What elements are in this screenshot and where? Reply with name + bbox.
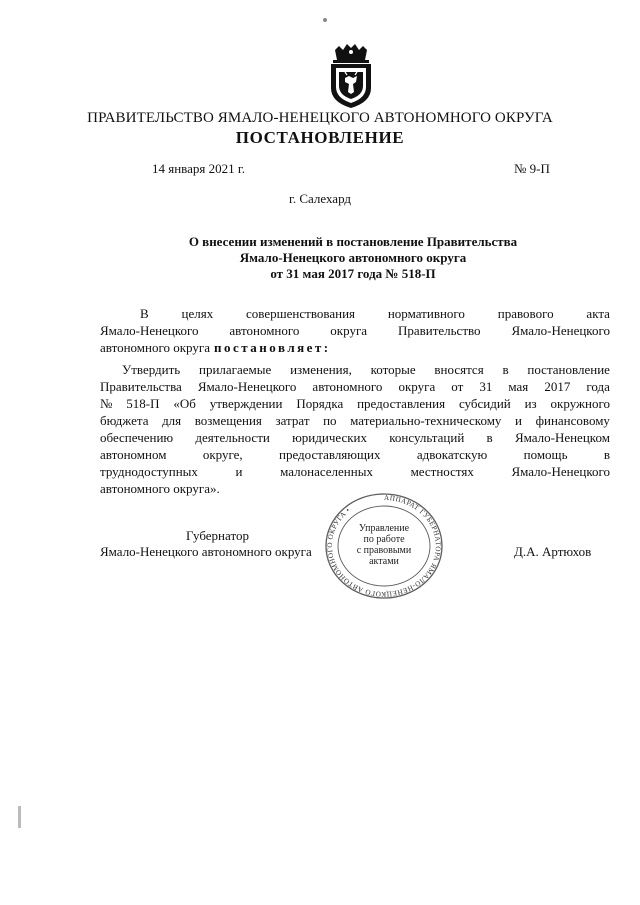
- signatory-organization: Ямало-Ненецкого автономного округа: [100, 544, 312, 559]
- word: правового: [497, 306, 554, 321]
- word: 2017: [544, 379, 571, 394]
- document-date: 14 января 2021 г.: [152, 161, 246, 176]
- yamal-coat-of-arms-icon: [323, 42, 379, 110]
- word: совершенствования: [246, 306, 356, 321]
- seal-center-text: [346, 523, 422, 567]
- paragraph-line: [100, 339, 610, 356]
- word: округа: [398, 379, 436, 394]
- title-line: от 31 мая 2017 года № 518-П: [270, 266, 436, 281]
- word: предоставляющих: [278, 447, 381, 462]
- word: от: [451, 379, 464, 394]
- word: №: [100, 396, 113, 411]
- seal-line: Управление: [358, 523, 410, 534]
- seal-ring-text: АППАРАТ ГУБЕРНАТОРА ЯМАЛО-НЕНЕЦКОГО АВТОНОМНОГО ОКРУГА •: [325, 493, 443, 599]
- scan-mark: [323, 18, 327, 22]
- paragraph-line: [100, 446, 610, 463]
- paragraph-line: [100, 395, 610, 412]
- organization-name: ПРАВИТЕЛЬСТВО ЯМАЛО-НЕНЕЦКОГО АВТОНОМНОГО ОКРУГА: [87, 110, 553, 126]
- word: целях: [181, 306, 214, 321]
- paragraph-line: [100, 412, 610, 429]
- word: материально-техническому: [350, 413, 502, 428]
- word: в: [486, 430, 493, 445]
- word: для: [162, 413, 182, 428]
- word: вносятся: [434, 362, 484, 377]
- word: адвокатскую: [416, 447, 488, 462]
- title-line: Ямало-Ненецкого автономного округа: [239, 250, 467, 265]
- signatory-title: Губернатор: [186, 528, 249, 543]
- word: Ямало-Ненецкого: [511, 464, 610, 479]
- word: малонаселенных: [280, 464, 373, 479]
- seal-line: с правовыми: [356, 545, 412, 556]
- word: субсидий: [458, 396, 511, 411]
- word: Ямало-Ненецкого: [511, 323, 610, 338]
- word: помощь: [523, 447, 568, 462]
- document-number: № 9-П: [514, 161, 550, 176]
- word: местностях: [410, 464, 474, 479]
- word: изменения,: [290, 362, 352, 377]
- word: Правительства: [100, 379, 182, 394]
- word: которые: [370, 362, 416, 377]
- word: «Об: [173, 396, 196, 411]
- line-text: автономного округа».: [100, 481, 220, 496]
- resolution-keyword: постановляет:: [214, 340, 331, 355]
- word: постановление: [527, 362, 610, 377]
- word: предоставления: [357, 396, 446, 411]
- word: затрат: [275, 413, 310, 428]
- word: бюджета: [100, 413, 149, 428]
- word: финансовому: [535, 413, 610, 428]
- word: Ямало-Ненецком: [514, 430, 610, 445]
- word: нормативного: [387, 306, 465, 321]
- document-city: г. Салехард: [288, 191, 352, 206]
- word: Ямало-Ненецкого: [197, 379, 297, 394]
- document-title: [100, 234, 606, 282]
- word: автономного: [229, 323, 300, 338]
- word: автономном: [100, 447, 167, 462]
- title-line: О внесении изменений в постановление Правительства: [188, 234, 518, 249]
- word: по: [323, 413, 337, 428]
- word: 518-П: [126, 396, 160, 411]
- word: округа: [330, 323, 368, 338]
- word: 31: [479, 379, 493, 394]
- word: округе,: [202, 447, 243, 462]
- paragraph-line: [100, 429, 610, 446]
- word: утверждении: [209, 396, 283, 411]
- word: в: [603, 447, 610, 462]
- word: из: [524, 396, 537, 411]
- word: Ямало-Ненецкого: [100, 323, 199, 338]
- line-text: автономного округа: [100, 340, 210, 355]
- word: автономного: [312, 379, 383, 394]
- word: возмещения: [194, 413, 262, 428]
- paragraph-line: [100, 361, 610, 378]
- signatory-name: Д.А. Артюхов: [514, 544, 592, 559]
- paragraph-line: [100, 322, 610, 339]
- word: В: [140, 306, 149, 321]
- word: консультаций: [389, 430, 465, 445]
- word: труднодоступных: [100, 464, 198, 479]
- word: мая: [508, 379, 529, 394]
- preamble-paragraph: [100, 305, 610, 356]
- document-type: ПОСТАНОВЛЕНИЕ: [235, 128, 405, 147]
- word: года: [586, 379, 610, 394]
- word: Утвердить: [122, 362, 181, 377]
- word: деятельности: [195, 430, 270, 445]
- seal-line: по работе: [363, 534, 405, 545]
- word: и: [515, 413, 522, 428]
- word: окружного: [550, 396, 610, 411]
- seal-line: актами: [369, 556, 399, 567]
- word: акта: [586, 306, 610, 321]
- resolution-paragraph: [100, 361, 610, 497]
- paragraph-line: [100, 378, 610, 395]
- word: и: [235, 464, 243, 479]
- word: Порядка: [296, 396, 344, 411]
- paragraph-line: [100, 463, 610, 480]
- word: обеспечению: [100, 430, 174, 445]
- word: Правительство: [397, 323, 481, 338]
- word: юридических: [292, 430, 367, 445]
- word: в: [502, 362, 509, 377]
- scan-edge-mark: [18, 806, 21, 828]
- paragraph-line: [100, 305, 610, 322]
- word: прилагаемые: [199, 362, 272, 377]
